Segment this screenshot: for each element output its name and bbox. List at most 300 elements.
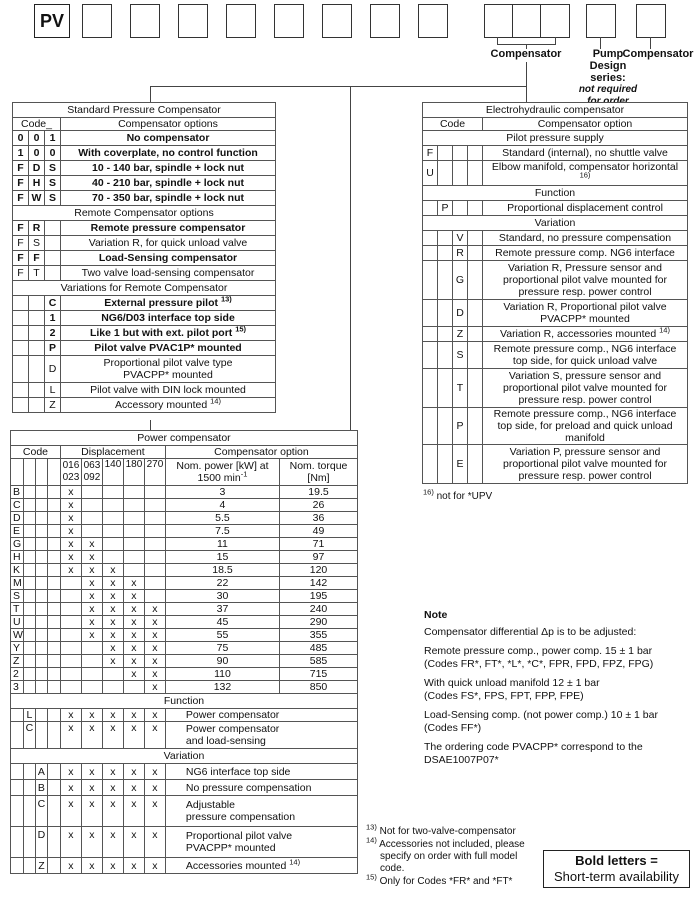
var-text: PVACPP* mounted bbox=[123, 369, 213, 381]
x-mark: x bbox=[81, 616, 102, 629]
nm-cell: 585 bbox=[280, 655, 358, 668]
footnote-text: specify on order with full model bbox=[380, 851, 518, 862]
kw-cell: 18.5 bbox=[165, 564, 279, 577]
option-text bbox=[483, 327, 688, 342]
power-variation-row bbox=[11, 764, 358, 780]
x-mark: x bbox=[102, 590, 123, 603]
kw-cell: 37 bbox=[165, 603, 279, 616]
nom-torque-header: Nom. torque [Nm] bbox=[280, 459, 358, 486]
x-mark: x bbox=[60, 709, 81, 722]
opt-line: Adjustable bbox=[185, 799, 235, 811]
code-cell: T bbox=[29, 266, 45, 281]
power-row bbox=[11, 525, 358, 538]
footnote-ref: 13) bbox=[220, 294, 232, 304]
code-cell: H bbox=[11, 551, 24, 564]
code-cell: S bbox=[45, 176, 61, 191]
x-mark: x bbox=[102, 642, 123, 655]
footnote-ref: 13) bbox=[366, 822, 377, 832]
code-cell: B bbox=[11, 486, 24, 499]
code-cell: 2 bbox=[11, 668, 24, 681]
option-text: Pilot valve with DIN lock mounted bbox=[61, 383, 276, 398]
x-mark: x bbox=[144, 681, 165, 694]
footnote-ref: 14) bbox=[289, 857, 301, 866]
power-row bbox=[11, 564, 358, 577]
x-mark: x bbox=[144, 629, 165, 642]
kw-cell: 11 bbox=[165, 538, 279, 551]
nm-cell: 120 bbox=[280, 564, 358, 577]
x-mark: x bbox=[123, 577, 144, 590]
x-mark: x bbox=[123, 764, 144, 780]
opt-line: Accessories mounted bbox=[185, 859, 287, 872]
opt-line: NG6 interface top side bbox=[185, 765, 291, 778]
note-text: With quick unload manifold 12 ± 1 bar bbox=[424, 677, 600, 689]
option-text bbox=[165, 827, 357, 858]
code-cell: F bbox=[13, 176, 29, 191]
code-cell: F bbox=[13, 221, 29, 236]
x-mark: x bbox=[81, 709, 102, 722]
code-cell: 1 bbox=[13, 146, 29, 161]
power-row bbox=[11, 577, 358, 590]
option-text: Variation S, pressure sensor and proportional pilot valve mounted for pressure resp. power control bbox=[483, 369, 688, 408]
x-mark: x bbox=[102, 764, 123, 780]
option-text: 10 - 140 bar, spindle + lock nut bbox=[61, 161, 276, 176]
code-cell: 1 bbox=[45, 131, 61, 146]
power-compensator-table bbox=[10, 430, 358, 874]
code-box-6 bbox=[322, 4, 352, 38]
x-mark: x bbox=[123, 709, 144, 722]
code-cell: L bbox=[23, 709, 35, 722]
electro-option-label: Compensator option bbox=[483, 118, 688, 131]
code-cell: P bbox=[45, 341, 61, 356]
legend-line: Short-term availability bbox=[554, 869, 679, 884]
code-cell: 0 bbox=[45, 146, 61, 161]
code-cell: P bbox=[453, 408, 468, 445]
x-mark: x bbox=[123, 603, 144, 616]
nom-power-header bbox=[165, 459, 279, 486]
x-mark: x bbox=[123, 780, 144, 796]
footnote-text: Accessories not included, please bbox=[379, 839, 525, 850]
option-text: Proportional displacement control bbox=[483, 201, 688, 216]
x-mark: x bbox=[102, 858, 123, 874]
x-mark: x bbox=[102, 603, 123, 616]
code-cell: S bbox=[29, 236, 45, 251]
x-mark: x bbox=[81, 538, 102, 551]
x-mark: x bbox=[123, 796, 144, 827]
x-mark: x bbox=[102, 827, 123, 858]
nm-cell: 715 bbox=[280, 668, 358, 681]
power-variation-row bbox=[11, 796, 358, 827]
compensator-box-1 bbox=[484, 4, 514, 38]
option-text bbox=[483, 161, 688, 186]
code-cell: S bbox=[45, 191, 61, 206]
electro-compensator-table bbox=[422, 102, 688, 484]
option-text: NG6/D03 interface top side bbox=[61, 311, 276, 326]
not-required-text: not required bbox=[578, 84, 638, 95]
x-mark: x bbox=[144, 764, 165, 780]
code-cell: D bbox=[35, 827, 47, 858]
x-mark: x bbox=[81, 827, 102, 858]
nm-cell: 26 bbox=[280, 499, 358, 512]
x-mark: x bbox=[60, 780, 81, 796]
kw-cell: 3 bbox=[165, 486, 279, 499]
x-mark: x bbox=[144, 709, 165, 722]
kw-cell: 15 bbox=[165, 551, 279, 564]
opt-line: pressure compensation bbox=[185, 811, 296, 823]
x-mark: x bbox=[81, 780, 102, 796]
footnotes bbox=[366, 822, 546, 888]
opt-line: PVACPP* mounted bbox=[185, 842, 276, 854]
x-mark: x bbox=[60, 551, 81, 564]
code-cell: U bbox=[423, 161, 438, 186]
power-title: Power compensator bbox=[11, 431, 358, 446]
standard-options-label: Compensator options bbox=[61, 118, 276, 131]
nm-cell: 71 bbox=[280, 538, 358, 551]
power-row bbox=[11, 655, 358, 668]
kw-cell: 45 bbox=[165, 616, 279, 629]
x-mark: x bbox=[102, 564, 123, 577]
option-text: Remote pressure comp. NG6 interface bbox=[483, 246, 688, 261]
kw-cell: 30 bbox=[165, 590, 279, 603]
code-cell: S bbox=[11, 590, 24, 603]
code-cell: F bbox=[13, 191, 29, 206]
x-mark: x bbox=[60, 499, 81, 512]
footnote-ref: 15) bbox=[235, 324, 247, 334]
option-text bbox=[61, 326, 276, 341]
var-text: Proportional pilot valve type bbox=[103, 357, 233, 369]
x-mark: x bbox=[60, 827, 81, 858]
var-text: Like 1 but with ext. pilot port bbox=[89, 327, 233, 339]
kw-cell: 132 bbox=[165, 681, 279, 694]
note-title: Note bbox=[424, 609, 448, 621]
x-mark: x bbox=[81, 577, 102, 590]
footnote-ref: 16) bbox=[579, 170, 591, 180]
x-mark: x bbox=[81, 764, 102, 780]
code-cell: L bbox=[45, 383, 61, 398]
x-mark: x bbox=[102, 577, 123, 590]
nm-cell: 142 bbox=[280, 577, 358, 590]
code-cell: G bbox=[11, 538, 24, 551]
x-mark: x bbox=[123, 629, 144, 642]
opt-line: No pressure compensation bbox=[185, 781, 312, 794]
option-text: Standard, no pressure compensation bbox=[483, 231, 688, 246]
code-box-2 bbox=[130, 4, 160, 38]
x-mark: x bbox=[81, 629, 102, 642]
code-cell: C bbox=[11, 499, 24, 512]
nm-cell: 355 bbox=[280, 629, 358, 642]
x-mark: x bbox=[144, 603, 165, 616]
code-cell: R bbox=[29, 221, 45, 236]
note-text: Remote pressure comp., power comp. 15 ± 1 bar bbox=[424, 645, 653, 657]
kw-cell: 55 bbox=[165, 629, 279, 642]
variations-title: Variations for Remote Compensator bbox=[13, 281, 276, 296]
x-mark: x bbox=[144, 722, 165, 749]
code-box-3 bbox=[178, 4, 208, 38]
power-row bbox=[11, 512, 358, 525]
power-row bbox=[11, 603, 358, 616]
compensator-label: Compensator bbox=[490, 48, 562, 60]
code-cell: T bbox=[11, 603, 24, 616]
option-text: Two valve load-sensing compensator bbox=[61, 266, 276, 281]
x-mark: x bbox=[60, 564, 81, 577]
opt-line: and load-sensing bbox=[185, 735, 266, 747]
code-cell: E bbox=[453, 445, 468, 484]
pv-label: PV bbox=[39, 10, 64, 31]
var-text: Elbow manifold, compensator horizontal bbox=[491, 161, 679, 173]
disp-header: 016 023 bbox=[60, 459, 81, 486]
note-block bbox=[424, 609, 694, 767]
power-variation-row bbox=[11, 858, 358, 874]
x-mark: x bbox=[144, 668, 165, 681]
electro-title: Electrohydraulic compensator bbox=[423, 103, 688, 118]
x-mark: x bbox=[123, 616, 144, 629]
footnote-text: Only for Codes *FR* and *FT* bbox=[379, 876, 513, 887]
code-cell: 2 bbox=[45, 326, 61, 341]
code-cell: E bbox=[11, 525, 24, 538]
x-mark: x bbox=[123, 642, 144, 655]
x-mark: x bbox=[144, 827, 165, 858]
option-text: Variation R, Proportional pilot valve PVACPP* mounted bbox=[483, 300, 688, 327]
code-box-4 bbox=[226, 4, 256, 38]
legend-line: Bold letters = bbox=[575, 853, 658, 868]
x-mark: x bbox=[123, 858, 144, 874]
code-cell: Y bbox=[11, 642, 24, 655]
x-mark: x bbox=[81, 564, 102, 577]
footnote-text: Not for two-valve-compensator bbox=[379, 826, 516, 837]
x-mark: x bbox=[102, 780, 123, 796]
code-cell: K bbox=[11, 564, 24, 577]
kw-cell: 5.5 bbox=[165, 512, 279, 525]
x-mark: x bbox=[60, 512, 81, 525]
code-cell: M bbox=[11, 577, 24, 590]
note-text: The ordering code PVACPP* correspond to the bbox=[424, 741, 643, 753]
note-text: DSAE1007P07* bbox=[424, 754, 499, 766]
nm-cell: 290 bbox=[280, 616, 358, 629]
nm-cell: 97 bbox=[280, 551, 358, 564]
x-mark: x bbox=[123, 668, 144, 681]
code-cell: F bbox=[13, 251, 29, 266]
disp-header: 140 bbox=[102, 459, 123, 486]
code-box-5 bbox=[274, 4, 304, 38]
disp-header: 270 bbox=[144, 459, 165, 486]
code-cell: F bbox=[13, 236, 29, 251]
power-row bbox=[11, 486, 358, 499]
power-row bbox=[11, 668, 358, 681]
code-cell: D bbox=[453, 300, 468, 327]
code-cell: S bbox=[45, 161, 61, 176]
code-box-1 bbox=[82, 4, 112, 38]
x-mark: x bbox=[144, 858, 165, 874]
kw-cell: 4 bbox=[165, 499, 279, 512]
power-row bbox=[11, 681, 358, 694]
code-cell: F bbox=[29, 251, 45, 266]
code-cell: V bbox=[453, 231, 468, 246]
nm-cell: 195 bbox=[280, 590, 358, 603]
nm-cell: 485 bbox=[280, 642, 358, 655]
code-cell: D bbox=[29, 161, 45, 176]
code-cell: D bbox=[11, 512, 24, 525]
x-mark: x bbox=[144, 796, 165, 827]
power-option-label: Compensator option bbox=[165, 446, 357, 459]
x-mark: x bbox=[123, 655, 144, 668]
footnote-ref: 14) bbox=[366, 835, 377, 845]
option-text: Variation P, pressure sensor and proportional pilot valve mounted for pressure resp. power control bbox=[483, 445, 688, 484]
kw-cell: 110 bbox=[165, 668, 279, 681]
code-cell: F bbox=[13, 266, 29, 281]
option-text bbox=[61, 296, 276, 311]
unit-sup: -1 bbox=[240, 469, 248, 479]
option-text: Variation R, for quick unload valve bbox=[61, 236, 276, 251]
footnote-ref: 15) bbox=[366, 872, 377, 882]
opt-line: Power compensator bbox=[185, 723, 280, 735]
power-row bbox=[11, 551, 358, 564]
option-text: Power compensator bbox=[165, 709, 357, 722]
code-cell: C bbox=[45, 296, 61, 311]
x-mark: x bbox=[60, 525, 81, 538]
compensator-box-3 bbox=[540, 4, 570, 38]
code-cell: W bbox=[29, 191, 45, 206]
kw-cell: 90 bbox=[165, 655, 279, 668]
displacement-label: Displacement bbox=[60, 446, 165, 459]
kw-cell: 22 bbox=[165, 577, 279, 590]
var-text: Variation R, accessories mounted bbox=[500, 328, 657, 340]
code-cell: T bbox=[453, 369, 468, 408]
compensator-box-2 bbox=[512, 4, 542, 38]
option-text: No compensator bbox=[61, 131, 276, 146]
code-cell: D bbox=[45, 356, 61, 383]
footnote-ref: 14) bbox=[210, 396, 221, 406]
x-mark: x bbox=[81, 603, 102, 616]
code-cell: S bbox=[453, 342, 468, 369]
compensator2-box bbox=[636, 4, 666, 38]
x-mark: x bbox=[102, 629, 123, 642]
x-mark: x bbox=[60, 796, 81, 827]
nm-cell: 240 bbox=[280, 603, 358, 616]
x-mark: x bbox=[102, 722, 123, 749]
x-mark: x bbox=[102, 796, 123, 827]
nm-cell: 19.5 bbox=[280, 486, 358, 499]
opt-line: Proportional pilot valve bbox=[185, 830, 293, 842]
electro-footnote bbox=[423, 487, 493, 503]
code-cell: 0 bbox=[29, 131, 45, 146]
note-text: Compensator differential Δp is to be adjusted: bbox=[424, 626, 637, 638]
power-variation-row bbox=[11, 827, 358, 858]
nom-power-text: Nom. power [kW] at 1500 min bbox=[176, 460, 269, 484]
code-cell: Z bbox=[45, 398, 61, 413]
option-text: Remote pressure comp., NG6 interface top side, for quick unload valve bbox=[483, 342, 688, 369]
pump-design-text: Pump Design series: bbox=[589, 48, 627, 84]
code-cell: Z bbox=[35, 858, 47, 874]
x-mark: x bbox=[60, 764, 81, 780]
note-text: (Codes FR*, FT*, *L*, *C*, FPR, FPD, FPZ, FPG) bbox=[424, 658, 654, 670]
x-mark: x bbox=[60, 538, 81, 551]
code-cell: F bbox=[13, 161, 29, 176]
footnote-ref: 16) bbox=[423, 487, 434, 497]
disp-header: 063 092 bbox=[81, 459, 102, 486]
footnote-text: not for *UPV bbox=[436, 491, 493, 502]
option-text: Standard (internal), no shuttle valve bbox=[483, 146, 688, 161]
electro-code-label: Code bbox=[423, 118, 483, 131]
option-text: With coverplate, no control function bbox=[61, 146, 276, 161]
nm-cell: 850 bbox=[280, 681, 358, 694]
x-mark: x bbox=[102, 655, 123, 668]
code-cell: Z bbox=[11, 655, 24, 668]
nm-cell: 49 bbox=[280, 525, 358, 538]
option-text bbox=[165, 858, 357, 874]
code-box-7 bbox=[370, 4, 400, 38]
x-mark: x bbox=[144, 780, 165, 796]
kw-cell: 7.5 bbox=[165, 525, 279, 538]
code-cell: F bbox=[423, 146, 438, 161]
power-row bbox=[11, 499, 358, 512]
power-row bbox=[11, 590, 358, 603]
x-mark: x bbox=[102, 616, 123, 629]
kw-cell: 75 bbox=[165, 642, 279, 655]
code-cell: P bbox=[438, 201, 453, 216]
standard-title: Standard Pressure Compensator bbox=[13, 103, 276, 118]
power-code-label: Code bbox=[11, 446, 61, 459]
footnote-text: code. bbox=[380, 863, 405, 874]
note-text: (Codes FF*) bbox=[424, 722, 482, 734]
x-mark: x bbox=[60, 486, 81, 499]
footnote-ref: 14) bbox=[659, 325, 670, 335]
x-mark: x bbox=[81, 858, 102, 874]
electro-variation-title: Variation bbox=[423, 216, 688, 231]
remote-title: Remote Compensator options bbox=[13, 206, 276, 221]
option-text: 70 - 350 bar, spindle + lock nut bbox=[61, 191, 276, 206]
x-mark: x bbox=[144, 655, 165, 668]
code-cell: Z bbox=[453, 327, 468, 342]
x-mark: x bbox=[81, 551, 102, 564]
power-row bbox=[11, 629, 358, 642]
power-row bbox=[11, 538, 358, 551]
x-mark: x bbox=[123, 590, 144, 603]
code-cell: B bbox=[35, 780, 47, 796]
electro-function-title: Function bbox=[423, 186, 688, 201]
code-box-8 bbox=[418, 4, 448, 38]
option-text: 40 - 210 bar, spindle + lock nut bbox=[61, 176, 276, 191]
pilot-title: Pilot pressure supply bbox=[423, 131, 688, 146]
power-variation-row bbox=[11, 780, 358, 796]
option-text bbox=[165, 780, 357, 796]
option-text bbox=[61, 356, 276, 383]
code-cell: A bbox=[35, 764, 47, 780]
code-cell: 0 bbox=[29, 146, 45, 161]
x-mark: x bbox=[81, 590, 102, 603]
code-cell: R bbox=[453, 246, 468, 261]
option-text bbox=[61, 398, 276, 413]
compensator2-label: Compensator bbox=[622, 48, 694, 60]
option-text bbox=[165, 722, 357, 749]
power-variation-title: Variation bbox=[11, 749, 358, 764]
power-row bbox=[11, 642, 358, 655]
x-mark: x bbox=[123, 722, 144, 749]
power-function-title: Function bbox=[11, 694, 358, 709]
pv-box bbox=[34, 4, 70, 38]
x-mark: x bbox=[60, 722, 81, 749]
option-text: Load-Sensing compensator bbox=[61, 251, 276, 266]
code-cell: U bbox=[11, 616, 24, 629]
var-text: Accessory mounted bbox=[115, 399, 208, 411]
x-mark: x bbox=[144, 642, 165, 655]
note-text: Load-Sensing comp. (not power comp.) 10 ± 1 bar bbox=[424, 709, 658, 721]
option-text bbox=[165, 764, 357, 780]
x-mark: x bbox=[60, 858, 81, 874]
standard-code-label: Code_ bbox=[13, 118, 61, 131]
power-row bbox=[11, 616, 358, 629]
code-cell: 0 bbox=[13, 131, 29, 146]
code-cell: C bbox=[35, 796, 47, 827]
option-text: Remote pressure compensator bbox=[61, 221, 276, 236]
